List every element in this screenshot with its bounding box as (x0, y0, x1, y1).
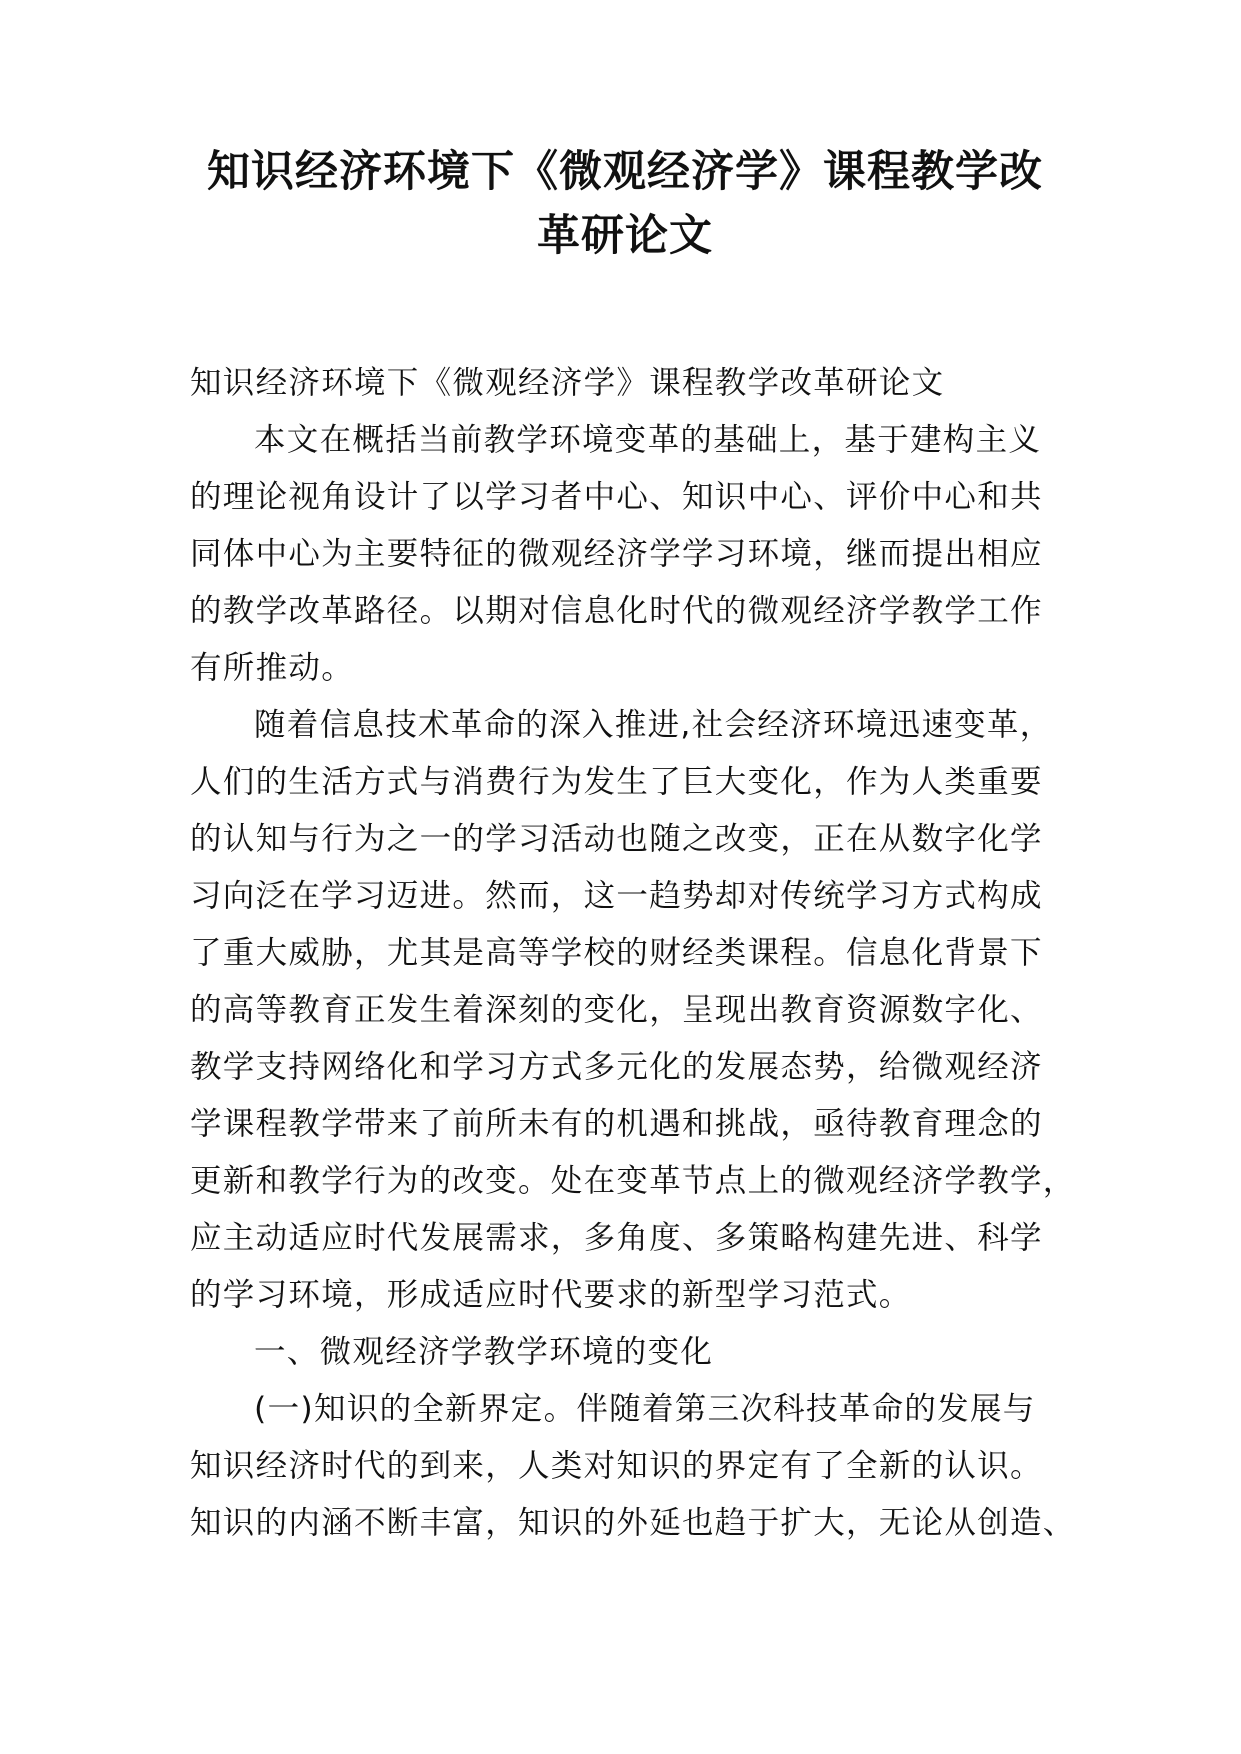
title-line: 革研论文 (537, 211, 713, 261)
abstract-line: 有所推动。 (190, 650, 355, 686)
paragraph-line: 了重大威胁，尤其是高等学校的财经类课程。信息化背景下 (190, 935, 1043, 971)
paragraph-line: 更新和教学行为的改变。处在变革节点上的微观经济学教学， (190, 1163, 1076, 1199)
document-title (190, 140, 1060, 268)
title-line: 知识经济环境下《微观经济学》课程教学改 (207, 147, 1043, 197)
paragraph-line: 应主动适应时代发展需求，多角度、多策略构建先进、科学 (190, 1220, 1043, 1256)
subtitle-line: 知识经济环境下《微观经济学》课程教学改革研论文 (190, 365, 945, 401)
paragraph-line: 随着信息技术革命的深入推进,社会经济环境迅速变革， (254, 707, 1053, 743)
paragraph-line: 的认知与行为之一的学习活动也随之改变，正在从数字化学 (190, 821, 1043, 857)
abstract-line: 的教学改革路径。以期对信息化时代的微观经济学教学工作 (190, 593, 1043, 629)
paragraph-line: 的高等教育正发生着深刻的变化，呈现出教育资源数字化、 (190, 992, 1043, 1028)
abstract-line: 的理论视角设计了以学习者中心、知识中心、评价中心和共 (190, 479, 1043, 515)
document-body (190, 355, 1076, 1552)
paragraph-line: 习向泛在学习迈进。然而，这一趋势却对传统学习方式构成 (190, 878, 1043, 914)
paragraph-line: (一)知识的全新界定。伴随着第三次科技革命的发展与 (254, 1391, 1036, 1427)
abstract-line: 本文在概括当前教学环境变革的基础上，基于建构主义 (254, 422, 1042, 458)
paragraph-line: 知识经济时代的到来，人类对知识的界定有了全新的认识。 (190, 1448, 1043, 1484)
paragraph-line: 学课程教学带来了前所未有的机遇和挑战，亟待教育理念的 (190, 1106, 1043, 1142)
paragraph-line: 知识的内涵不断丰富，知识的外延也趋于扩大，无论从创造、 (190, 1505, 1076, 1541)
paragraph-line: 的学习环境，形成适应时代要求的新型学习范式。 (190, 1277, 912, 1313)
paragraph-line: 人们的生活方式与消费行为发生了巨大变化，作为人类重要 (190, 764, 1043, 800)
paragraph-line: 教学支持网络化和学习方式多元化的发展态势，给微观经济 (190, 1049, 1043, 1085)
section-heading: 一、微观经济学教学环境的变化 (254, 1334, 714, 1370)
abstract-line: 同体中心为主要特征的微观经济学学习环境，继而提出相应 (190, 536, 1043, 572)
